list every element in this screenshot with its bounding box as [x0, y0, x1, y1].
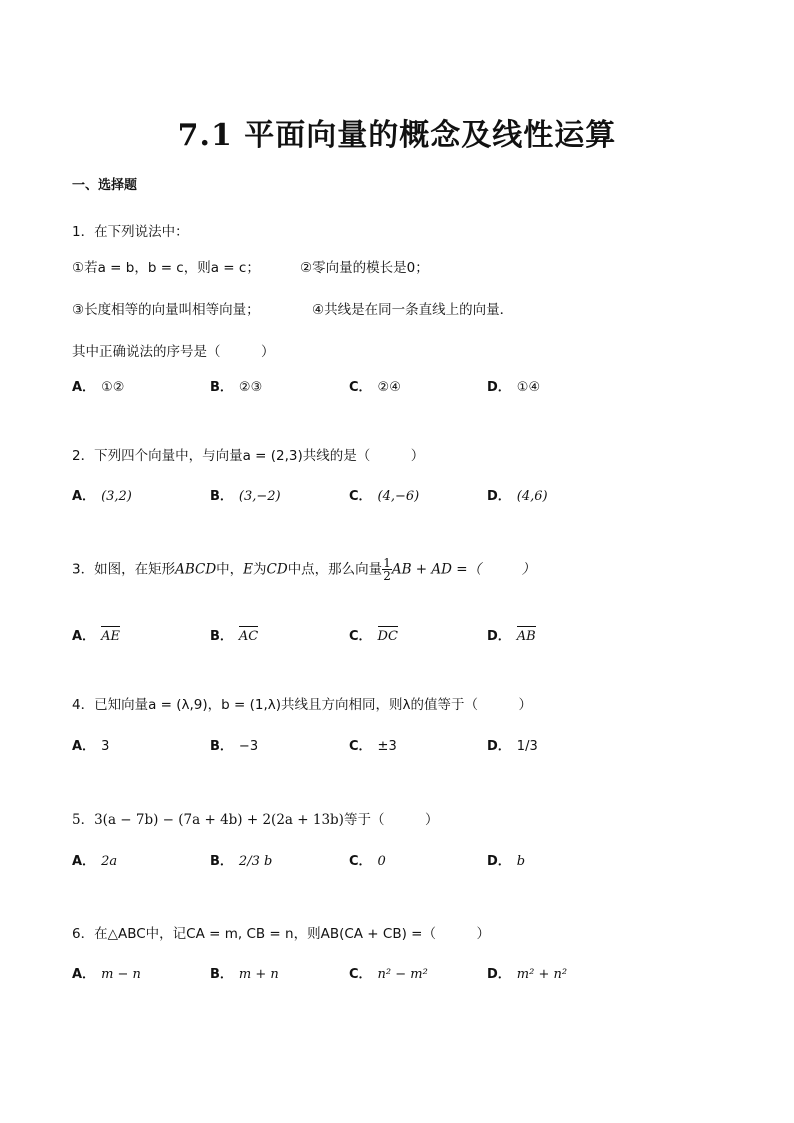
q6-option-d[interactable]: [487, 963, 567, 982]
option-label: C．: [349, 380, 372, 395]
q6-option-c[interactable]: [349, 963, 428, 982]
option-label: A．: [72, 854, 96, 869]
q3-stem: [72, 557, 535, 582]
q5-stem: 5．3(a − 7b) − (7a + 4b) + 2(2a + 13b)等于（ ）: [72, 812, 439, 828]
q4-option-b[interactable]: [210, 735, 258, 754]
option-label: B．: [210, 380, 233, 395]
q3-option-d[interactable]: [487, 625, 536, 644]
q3-option-a[interactable]: [72, 625, 120, 644]
q6-stem: 6．在△ABC中，记CA = m, CB = n，则AB(CA + CB) =（ ）: [72, 926, 490, 942]
option-text: 2/3 b: [238, 854, 273, 869]
q1-statement-3: ③长度相等的向量叫相等向量；: [72, 302, 260, 318]
option-text: AE: [101, 629, 120, 644]
q5-option-b[interactable]: [210, 850, 272, 869]
option-text: ②④: [377, 380, 401, 395]
q2-stem: 2．下列四个向量中，与向量a = (2,3)共线的是（ ）: [72, 448, 425, 464]
q1-statement-4: ④共线是在同一条直线上的向量．: [312, 302, 514, 318]
q1-statement-1: ①若a = b，b = c，则a = c；: [72, 260, 260, 276]
option-label: A．: [72, 629, 96, 644]
option-text: n² − m²: [377, 967, 428, 982]
option-text: 0: [377, 854, 386, 869]
q4-option-a[interactable]: [72, 735, 109, 754]
option-label: D．: [487, 739, 511, 754]
option-text: −3: [238, 739, 259, 754]
option-text: ±3: [377, 739, 397, 754]
q2-option-c[interactable]: [349, 485, 419, 504]
q1-stem: 1．在下列说法中：: [72, 224, 189, 240]
q5-option-a[interactable]: [72, 850, 117, 869]
option-label: B．: [210, 854, 233, 869]
q4-stem: 4．已知向量a = (λ,9)，b = (1,λ)共线且方向相同，则λ的值等于（ ）: [72, 697, 533, 713]
option-label: A．: [72, 967, 96, 982]
option-text: b: [516, 854, 526, 869]
option-label: D．: [487, 967, 511, 982]
option-text: 3: [101, 739, 110, 754]
q3-option-b[interactable]: [210, 625, 258, 644]
option-text: (4,−6): [377, 489, 420, 504]
option-label: C．: [349, 739, 372, 754]
option-label: B．: [210, 739, 233, 754]
q5-option-c[interactable]: [349, 850, 386, 869]
option-label: A．: [72, 739, 96, 754]
option-label: D．: [487, 380, 511, 395]
option-text: AB: [516, 629, 536, 644]
option-label: C．: [349, 854, 372, 869]
section-heading: 一、选择题: [72, 178, 138, 193]
q3-expression: AB + AD =（ ）: [391, 561, 536, 578]
option-label: D．: [487, 489, 511, 504]
q3-e: E: [243, 561, 254, 578]
q1-option-b[interactable]: [210, 376, 262, 395]
option-text: AC: [238, 629, 259, 644]
q3-text-3: 为: [253, 561, 267, 578]
q2-option-a[interactable]: [72, 485, 132, 504]
q3-cd: CD: [266, 561, 288, 578]
q3-option-c[interactable]: [349, 625, 398, 644]
option-text: ①②: [101, 380, 125, 395]
q3-text-4: 中点，那么向量: [287, 561, 383, 578]
q2-option-d[interactable]: [487, 485, 548, 504]
option-label: A．: [72, 380, 96, 395]
q6-option-b[interactable]: [210, 963, 279, 982]
option-label: C．: [349, 967, 372, 982]
q1-option-c[interactable]: [349, 376, 401, 395]
q3-text-1: 3．如图，在矩形: [72, 561, 176, 578]
q4-option-c[interactable]: [349, 735, 397, 754]
option-label: D．: [487, 854, 511, 869]
one-half-fraction: $\frac{1}{2}$: [383, 556, 391, 583]
option-text: ②③: [238, 380, 263, 395]
page-title: 7.1 平面向量的概念及线性运算: [177, 118, 617, 153]
q6-option-a[interactable]: [72, 963, 141, 982]
option-text: (3,2): [101, 489, 132, 504]
option-text: DC: [377, 629, 398, 644]
q5-option-d[interactable]: [487, 850, 525, 869]
option-text: m² + n²: [516, 967, 568, 982]
option-text: m − n: [101, 967, 141, 982]
q4-option-d[interactable]: [487, 735, 538, 754]
option-text: (3,−2): [238, 489, 281, 504]
q1-statement-2: ②零向量的模长是0；: [300, 260, 429, 276]
option-text: (4,6): [516, 489, 548, 504]
option-label: A．: [72, 489, 96, 504]
option-label: B．: [210, 629, 233, 644]
q3-abcd: ABCD: [175, 561, 217, 578]
option-label: C．: [349, 629, 372, 644]
option-label: B．: [210, 967, 233, 982]
option-text: 1/3: [516, 739, 538, 754]
option-label: C．: [349, 489, 372, 504]
option-text: ①④: [516, 380, 541, 395]
option-text: m + n: [238, 967, 279, 982]
option-text: 2a: [101, 854, 118, 869]
q1-option-a[interactable]: [72, 376, 124, 395]
q2-option-b[interactable]: [210, 485, 281, 504]
option-label: D．: [487, 629, 511, 644]
q3-text-2: 中，: [216, 561, 244, 578]
option-label: B．: [210, 489, 233, 504]
q1-question: 其中正确说法的序号是（ ）: [72, 344, 275, 360]
q1-option-d[interactable]: [487, 376, 540, 395]
